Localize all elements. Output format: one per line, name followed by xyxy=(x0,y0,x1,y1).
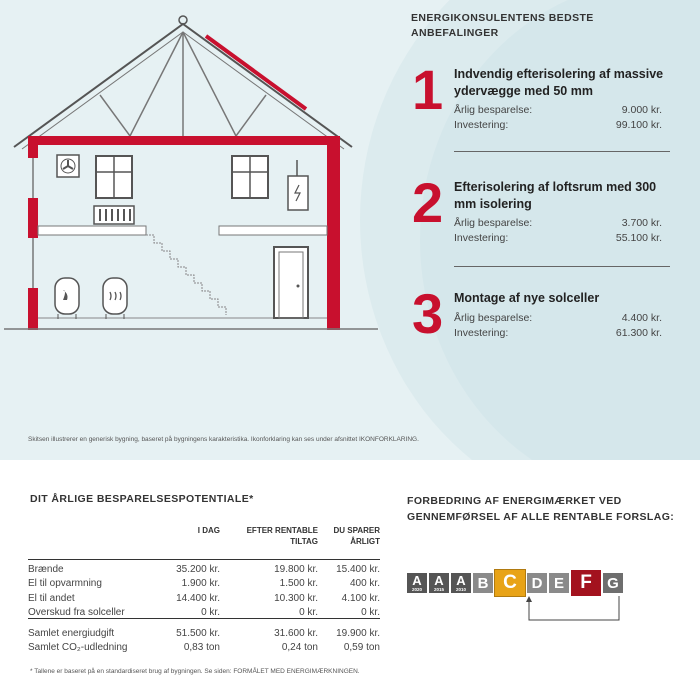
cell-after: 31.600 kr. xyxy=(274,627,318,639)
cell-today: 51.500 kr. xyxy=(176,627,220,639)
hot-water-tank-icon xyxy=(55,278,79,319)
cell-today: 1.900 kr. xyxy=(181,578,220,590)
cell-savings: 15.400 kr. xyxy=(336,563,380,575)
cell-today: 35.200 kr. xyxy=(176,563,220,575)
investment-label: Investering: xyxy=(454,232,509,244)
savings-value: 4.400 kr. xyxy=(621,312,662,324)
cell-savings: 0 kr. xyxy=(361,607,380,619)
cell-savings: 19.900 kr. xyxy=(336,627,380,639)
table-total-divider xyxy=(28,618,380,619)
investment-value: 61.300 kr. xyxy=(615,327,662,339)
savings-label: Årlig besparelse: xyxy=(454,104,533,116)
recommendation-number: 1 xyxy=(412,58,444,121)
label-d: D xyxy=(527,573,547,593)
row-label: Samlet CO₂-udledning xyxy=(28,642,128,654)
table-total-row xyxy=(28,641,380,656)
window-right xyxy=(232,156,268,198)
window-left xyxy=(96,156,132,198)
recommendation-number: 2 xyxy=(412,171,444,234)
savings-value: 9.000 kr. xyxy=(621,104,662,116)
energy-label-title: FORBEDRING AF ENERGIMÆRKET VED GENNEMFØRSEL AF ALLE RENTABLE FORSLAG: xyxy=(407,495,675,523)
recommendation-number: 3 xyxy=(412,282,444,345)
table-header-divider xyxy=(28,559,380,560)
cell-today: 0,83 ton xyxy=(183,642,220,654)
savings-label: Årlig besparelse: xyxy=(454,217,533,229)
stairs xyxy=(146,235,226,315)
investment-label: Investering: xyxy=(454,327,509,339)
recommendation-2 xyxy=(412,171,662,255)
footnote: * Tallene er baseret på en standardiseret brug af bygningen. Se siden: FORMÅLET MED ENERGIMÆRKNINGEN. xyxy=(30,668,360,675)
label-c-potential: C xyxy=(495,570,525,596)
wall-insulation-right xyxy=(327,136,340,330)
recommendation-1 xyxy=(412,58,664,142)
label-a2010: A 2010 xyxy=(451,573,471,593)
investment-label: Investering: xyxy=(454,119,509,131)
energy-label-scale xyxy=(407,570,623,596)
radiator-icon xyxy=(94,206,134,224)
savings-value: 3.700 kr. xyxy=(621,217,662,229)
label-b: B xyxy=(473,573,493,593)
label-e: E xyxy=(549,573,569,593)
cell-after: 0,24 ton xyxy=(281,642,318,654)
cell-after: 1.500 kr. xyxy=(279,578,318,590)
cell-today: 0 kr. xyxy=(201,607,220,619)
row-label: El til andet xyxy=(28,592,75,604)
cell-after: 10.300 kr. xyxy=(274,592,318,604)
column-header-today: I DAG xyxy=(197,526,220,535)
column-header-after: EFTER RENTABLE TILTAG xyxy=(246,526,318,546)
improvement-arrow-icon xyxy=(520,594,640,630)
cell-savings: 0,59 ton xyxy=(343,642,380,654)
cell-after: 19.800 kr. xyxy=(274,563,318,575)
column-header xyxy=(28,522,176,555)
table-row xyxy=(28,577,380,592)
row-label: Samlet energiudgift xyxy=(28,627,115,639)
wall-insulation-left xyxy=(28,198,38,238)
door xyxy=(274,247,308,318)
recommendation-title: Efterisolering af loftsrum med 300 mm isolering xyxy=(454,180,657,211)
label-f-current: F xyxy=(571,570,601,596)
label-g: G xyxy=(603,573,623,593)
house-sketch xyxy=(0,10,390,340)
roof-trusses xyxy=(100,32,266,136)
table-total-row xyxy=(28,626,380,641)
investment-value: 55.100 kr. xyxy=(615,232,662,244)
table-header-row xyxy=(28,522,380,555)
recommendations-title: ENERGIKONSULENTENS BEDSTE ANBEFALINGER xyxy=(411,12,594,39)
recommendation-3 xyxy=(412,282,662,346)
divider xyxy=(454,266,670,267)
recommendation-title: Indvendig efterisolering af massive ydervægge med 50 mm xyxy=(454,67,664,98)
divider xyxy=(454,151,670,152)
savings-label: Årlig besparelse: xyxy=(454,312,533,324)
table-row xyxy=(28,591,380,606)
row-label: Overskud fra solceller xyxy=(28,607,125,619)
column-header-savings: DU SPARER ÅRLIGT xyxy=(333,526,380,546)
row-label: El til opvarmning xyxy=(28,578,102,590)
heater-tank-icon xyxy=(103,278,127,319)
solar-panel xyxy=(206,36,306,109)
savings-table xyxy=(28,522,380,655)
cell-savings: 400 kr. xyxy=(349,578,380,590)
ventilation-fan-icon xyxy=(57,155,79,177)
recommendation-title: Montage af nye solceller xyxy=(454,291,600,305)
label-a2015: A 2015 xyxy=(429,573,449,593)
savings-potential-title: DIT ÅRLIGE BESPARELSESPOTENTIALE* xyxy=(30,493,254,505)
electrical-panel-icon xyxy=(288,160,308,210)
label-a2020: A 2020 xyxy=(407,573,427,593)
ceiling-insulation xyxy=(28,136,340,145)
table-row xyxy=(28,562,380,577)
cell-savings: 4.100 kr. xyxy=(341,592,380,604)
cell-today: 14.400 kr. xyxy=(176,592,220,604)
sketch-caption: Skitsen illustrerer en generisk bygning, baseret på bygningens karakteristika. Ikonforklaring kan ses under afsnittet IKONFORKLARING. xyxy=(28,436,419,443)
investment-value: 99.100 kr. xyxy=(615,119,662,131)
row-label: Brænde xyxy=(28,563,64,575)
cell-after: 0 kr. xyxy=(299,607,318,619)
